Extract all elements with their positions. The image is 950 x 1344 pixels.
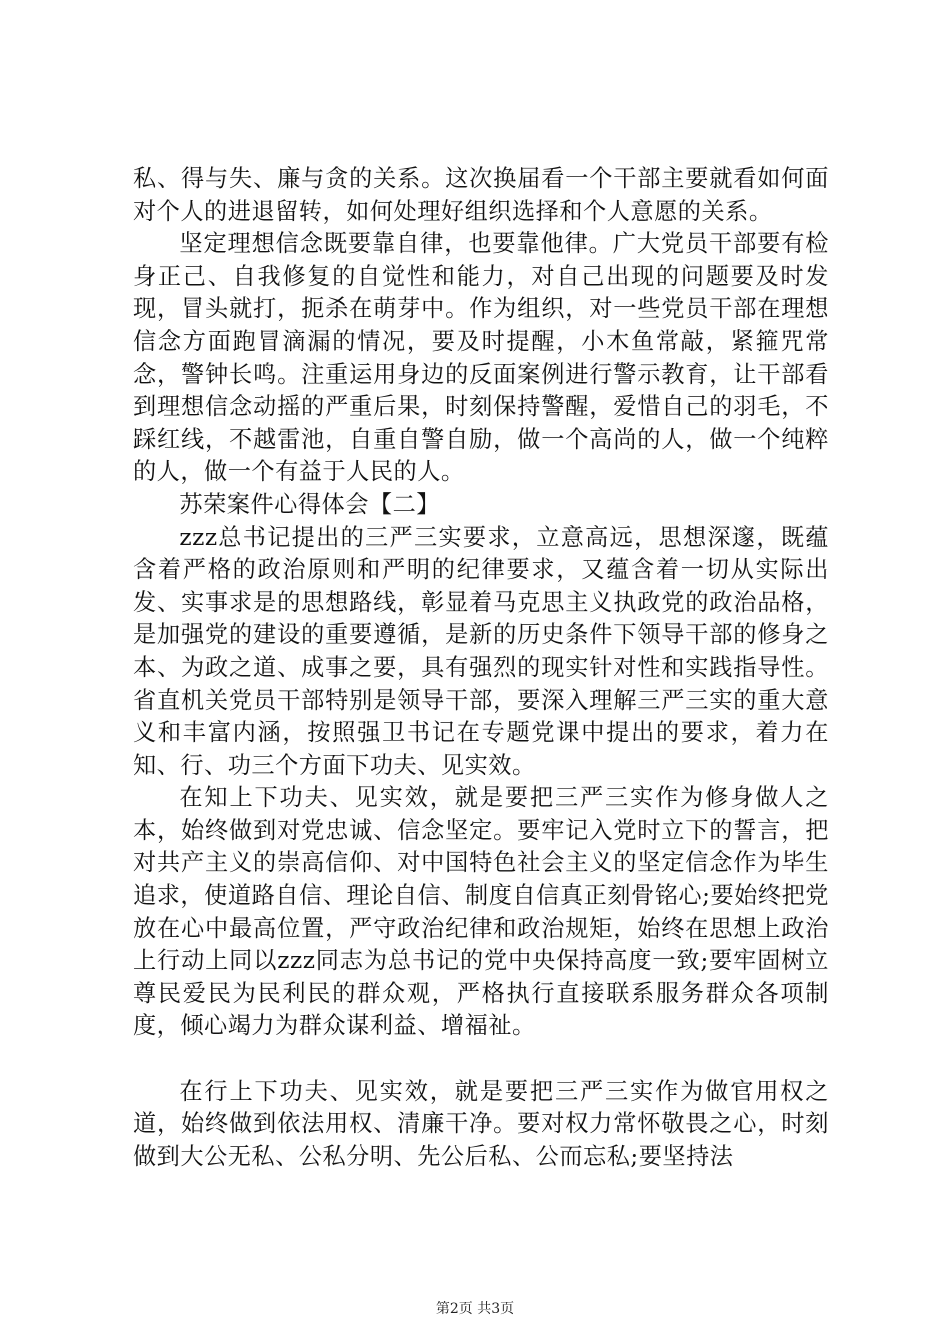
paragraph-ideals-belief: 坚定理想信念既要靠自律，也要靠他律。广大党员干部要有检身正己、自我修复的自觉性和能力，对自己出现的问题要及时发现，冒头就打，扼杀在萌芽中。作为组织，对一些党员干部在理想信念方面跑冒滴漏的情况，要及时提醒，小木鱼常敲，紧箍咒常念，警钟长鸣。注重运用身边的反面案例进行警示教育，让干部看到理想信念动摇的严重后果，时刻保持警醒，爱惜自己的羽毛，不踩红线，不越雷池，自重自警自励，做一个高尚的人，做一个纯粹的人，做一个有益于人民的人。 — [133, 230, 829, 486]
paragraph-action: 在行上下功夫、见实效，就是要把三严三实作为做官用权之道，始终做到依法用权、清廉干净。要对权力常怀敬畏之心，时刻做到大公无私、公私分明、先公后私、公而忘私;要坚持法 — [133, 1077, 829, 1170]
page-number-footer: 第2页 共3页 — [435, 1301, 515, 1317]
section-heading: 苏荣案件心得体会【二】 — [179, 490, 440, 518]
paragraph-continuation: 私、得与失、廉与贪的关系。这次换届看一个干部主要就看如何面对个人的进退留转，如何处理好组织选择和个人意愿的关系。 — [133, 165, 829, 225]
paragraph-three-stricts: zzz总书记提出的三严三实要求，立意高远，思想深邃，既蕴含着严格的政治原则和严明的纪律要求，又蕴含着一切从实际出发、实事求是的思想路线，彰显着马克思主义执政党的政治品格，是加强党的建设的重要遵循，是新的历史条件下领导干部的修身之本、为政之道、成事之要，具有强烈的现实针对性和实践指导性。省直机关党员干部特别是领导干部，要深入理解三严三实的重大意义和丰富内涵，按照强卫书记在专题党课中提出的要求，着力在知、行、功三个方面下功夫、见实效。 — [133, 523, 829, 779]
paragraph-knowledge: 在知上下功夫、见实效，就是要把三严三实作为修身做人之本，始终做到对党忠诚、信念坚定。要牢记入党时立下的誓言，把对共产主义的崇高信仰、对中国特色社会主义的坚定信念作为毕生追求，使道路自信、理论自信、制度自信真正刻骨铭心;要始终把党放在心中最高位置，严守政治纪律和政治规矩，始终在思想上政治上行动上同以zzz同志为总书记的党中央保持高度一致;要牢固树立尊民爱民为民利民的群众观，严格执行直接联系服务群众各项制度，倾心竭力为群众谋利益、增福祉。 — [133, 784, 829, 1040]
document-body — [133, 163, 829, 1173]
